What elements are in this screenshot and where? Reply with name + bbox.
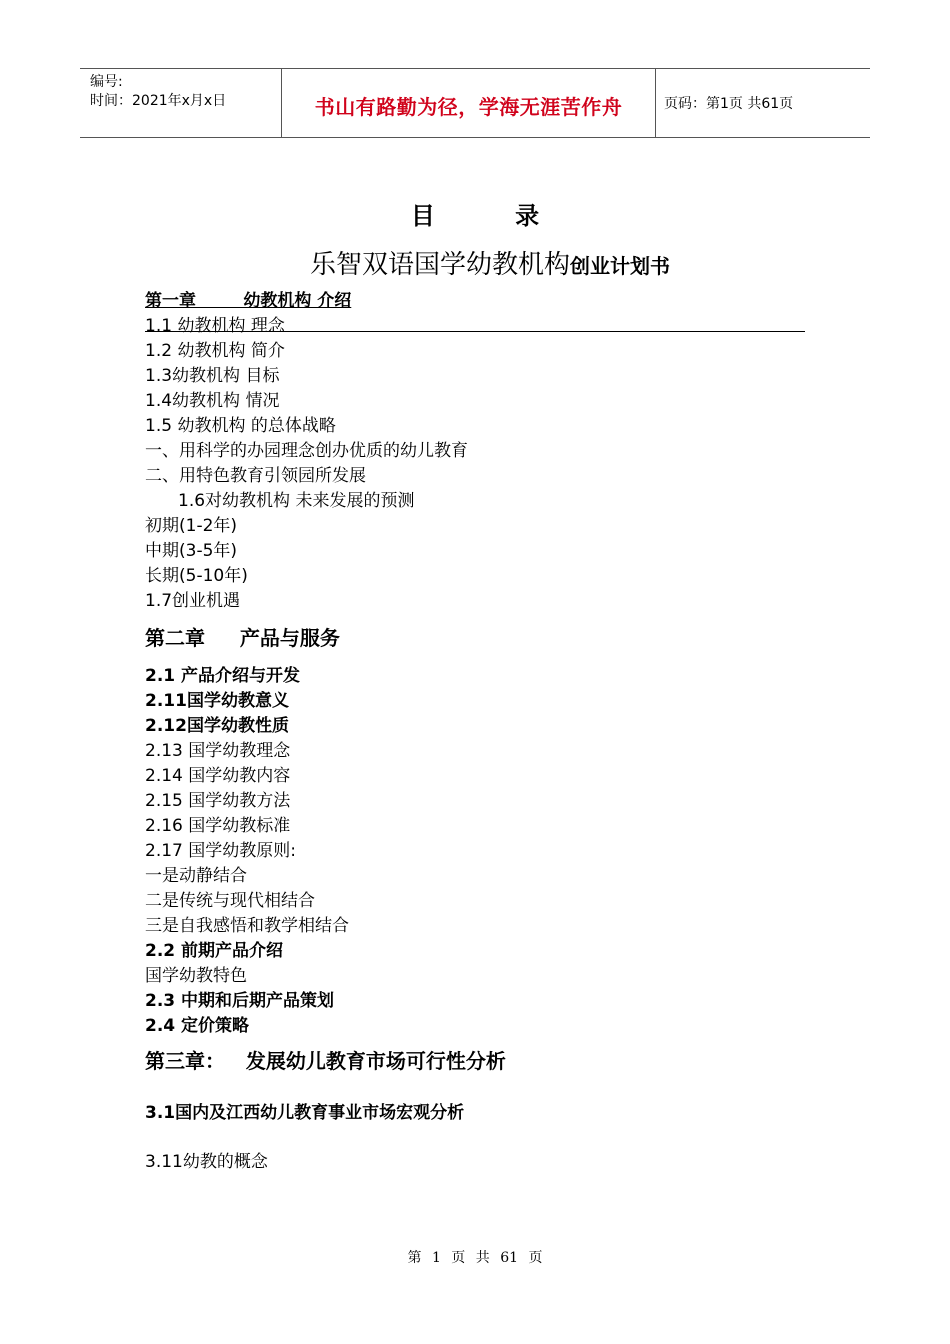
toc-entry[interactable]: 国学幼教特色 (145, 966, 247, 986)
toc-entry[interactable]: 二、用特色教育引领园所发展 (145, 466, 366, 486)
time-label: 时间：2021年x月x日 (90, 93, 227, 109)
number-label: 编号: (90, 74, 123, 90)
header-motto: 书山有路勤为径，学海无涯苦作舟 (314, 95, 623, 119)
toc-entry[interactable]: 初期(1-2年) (145, 516, 238, 536)
toc-entry[interactable]: 2.17 国学幼教原则: (145, 841, 296, 861)
header-divider (655, 69, 656, 137)
subtitle-suffix: 创业计划书 (570, 254, 670, 278)
toc-entry[interactable]: 一是动静结合 (145, 866, 247, 886)
toc-entry[interactable]: 2.4 定价策略 (145, 1016, 250, 1036)
toc-entry[interactable]: 1.1 幼教机构 理念 (145, 316, 285, 336)
subtitle-main: 乐智双语国学幼教机构 (309, 250, 570, 280)
toc-chapter-3[interactable]: 第三章： 发展幼儿教育市场可行性分析 (145, 1049, 506, 1073)
toc-entry[interactable]: 1.4幼教机构 情况 (145, 391, 280, 411)
toc-entry[interactable]: 3.1国内及江西幼儿教育事业市场宏观分析 (145, 1103, 465, 1123)
page-footer: 第 1 页 共 61 页 (407, 1250, 543, 1266)
toc-title: 目 录 (410, 202, 576, 230)
toc-entry[interactable]: 2.15 国学幼教方法 (145, 791, 291, 811)
toc-entry[interactable]: 1.7创业机遇 (145, 591, 241, 611)
toc-entry[interactable]: 二是传统与现代相结合 (145, 891, 315, 911)
toc-entry[interactable]: 三是自我感悟和教学相结合 (145, 916, 349, 936)
header-page-info: 页码：第1页 共61页 (664, 96, 794, 112)
toc-entry[interactable]: 2.3 中期和后期产品策划 (145, 991, 335, 1011)
toc-chapter-2[interactable]: 第二章 产品与服务 (145, 626, 340, 650)
toc-entry[interactable]: 1.5 幼教机构 的总体战略 (145, 416, 336, 436)
toc-entry[interactable]: 2.2 前期产品介绍 (145, 941, 284, 961)
toc-entry[interactable]: 2.11国学幼教意义 (145, 691, 289, 711)
document-subtitle (0, 244, 950, 281)
toc-entry[interactable]: 2.13 国学幼教理念 (145, 741, 291, 761)
toc-entry[interactable]: 2.1 产品介绍与开发 (145, 666, 301, 686)
toc-entry[interactable]: 2.16 国学幼教标准 (145, 816, 291, 836)
toc-entry[interactable]: 长期(5-10年) (145, 566, 248, 586)
toc-chapter-1[interactable]: 第一章 幼教机构 介绍 (145, 291, 352, 311)
toc-entry[interactable]: 一、用科学的办园理念创办优质的幼儿教育 (145, 441, 468, 461)
toc-entry[interactable]: 1.6对幼教机构 未来发展的预测 (178, 491, 415, 511)
page-header (80, 68, 870, 138)
toc-entry[interactable]: 1.3幼教机构 目标 (145, 366, 280, 386)
toc-entry[interactable]: 1.2 幼教机构 简介 (145, 341, 285, 361)
toc-entry[interactable]: 2.14 国学幼教内容 (145, 766, 291, 786)
header-meta (90, 73, 226, 111)
toc-entry[interactable]: 中期(3-5年) (145, 541, 238, 561)
toc-entry[interactable]: 2.12国学幼教性质 (145, 716, 289, 736)
toc-entry[interactable]: 3.11幼教的概念 (145, 1152, 268, 1172)
